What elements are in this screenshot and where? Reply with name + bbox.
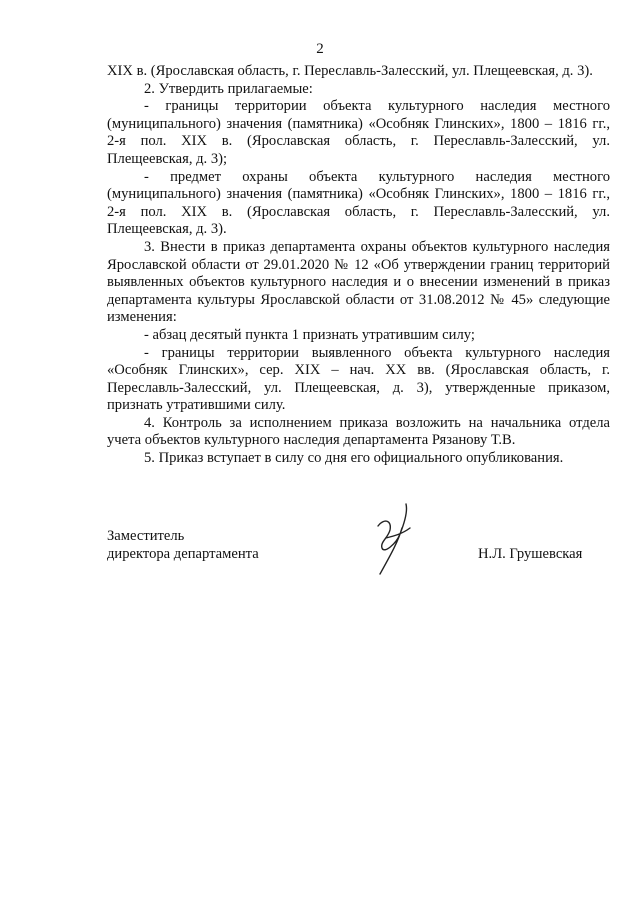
paragraph-boundaries: - границы территории объекта культурного наследия местного (муниципального) значения (памятника) «Особняк Глинских», 1800 – 1816 гг., 2-я пол. XIX в. (Ярославская область, г. Переславль-Залесский, ул. Плещеевская, д. 3); <box>107 98 610 167</box>
paragraph-item-2: 2. Утвердить прилагаемые: <box>144 80 313 97</box>
paragraph-item-5: 5. Приказ вступает в силу со дня его официального опубликования. <box>144 450 564 467</box>
handwritten-signature <box>366 498 426 578</box>
position-line-1: Заместитель <box>107 528 185 544</box>
paragraph-invalidate-boundaries: - границы территории выявленного объекта культурного наследия «Особняк Глинских», сер. XIX – нач. XX вв. (Ярославская область, г. Переславль-Залесский, ул. Плещеевская, д. 3), утвержденные приказом, признать утратившими силу. <box>107 344 610 414</box>
signatory-name: Н.Л. Грушевская <box>478 546 583 562</box>
page-number: 2 <box>316 41 324 57</box>
document-body <box>107 63 610 468</box>
paragraph-abzac: - абзац десятый пункта 1 признать утратившим силу; <box>144 326 475 343</box>
paragraph-item-3: 3. Внести в приказ департамента охраны объектов культурного наследия Ярославской области от 29.01.2020 № 12 «Об утверждении границ территорий выявленных объектов культурного наследия и о внесении изменений в приказ департамента культуры Ярославской области от 31.08.2012 № 45» следующие изменения: <box>107 238 610 326</box>
paragraph-item-4: 4. Контроль за исполнением приказа возложить на начальника отдела учета объектов культурного наследия департамента Рязанову Т.В. <box>107 414 610 449</box>
signatory-position <box>107 527 259 563</box>
paragraph-protection-subject: - предмет охраны объекта культурного наследия местного (муниципального) значения (памятника) «Особняк Глинских», 1800 – 1816 гг., 2-я пол. XIX в. (Ярославская область, г. Переславль-Залесский, ул. Плещеевская, д. 3). <box>107 168 610 238</box>
position-line-2: директора департамента <box>107 546 259 562</box>
paragraph-continuation: XIX в. (Ярославская область, г. Переславль-Залесский, ул. Плещеевская, д. 3). <box>107 63 593 79</box>
